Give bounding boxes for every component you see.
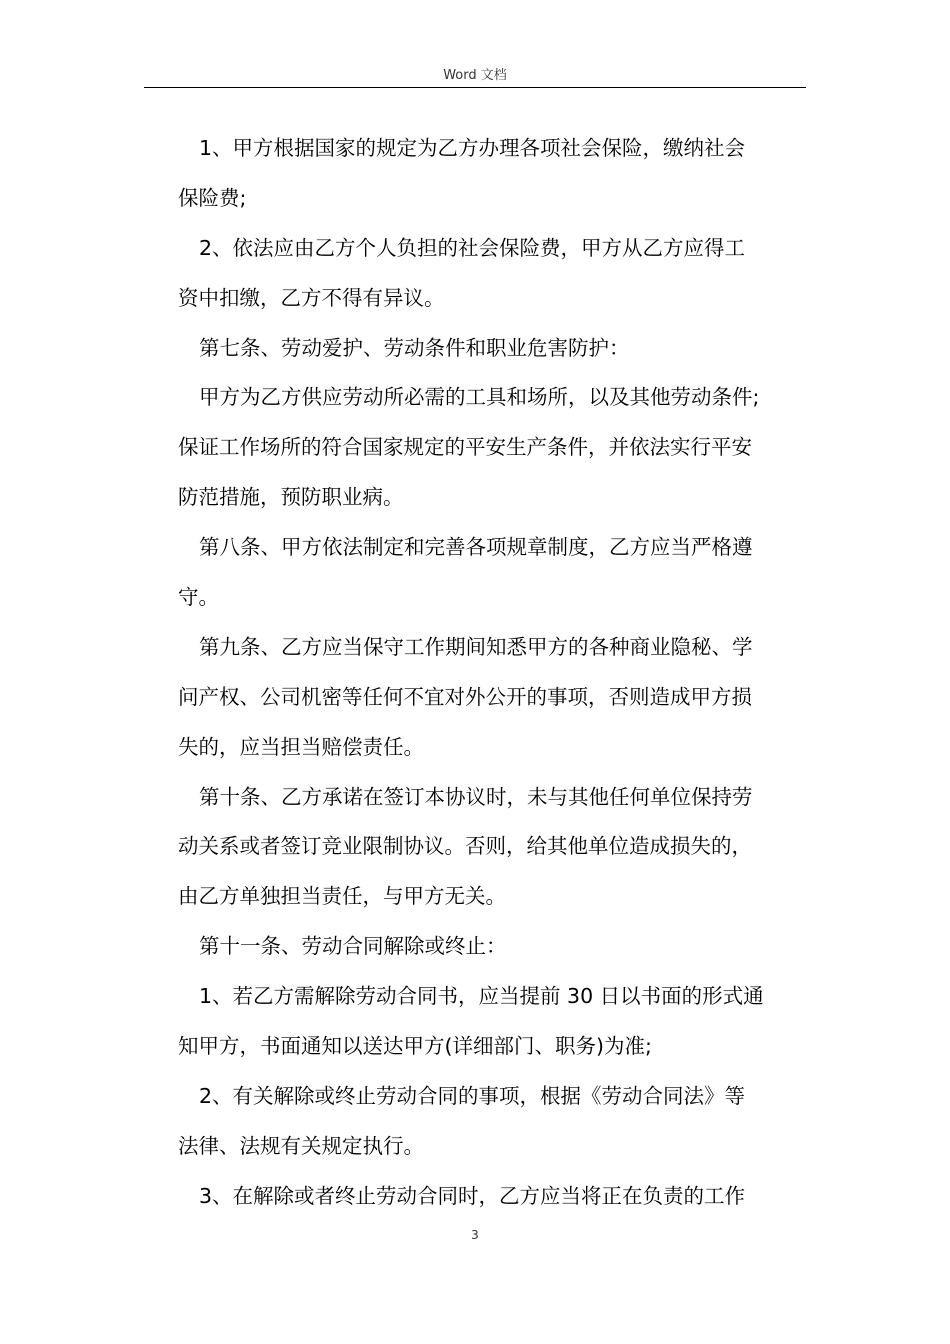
text-line: 守。	[178, 585, 219, 610]
text-line: 1、若乙方需解除劳动合同书，应当提前 30 日以书面的形式通	[199, 984, 764, 1009]
text-line: 第十一条、劳动合同解除或终止：	[199, 934, 507, 959]
page-header: Word 文档	[443, 68, 507, 83]
text-line: 保证工作场所的符合国家规定的平安生产条件，并依法实行平安	[178, 435, 752, 460]
text-line: 失的，应当担当赔偿责任。	[178, 734, 424, 759]
text-line: 防范措施，预防职业病。	[178, 485, 404, 510]
text-line: 法律、法规有关规定执行。	[178, 1133, 424, 1158]
text-line: 由乙方单独担当责任，与甲方无关。	[178, 884, 506, 909]
text-line: 保险费;	[178, 185, 247, 210]
document-body	[178, 124, 810, 1222]
text-line: 第七条、劳动爱护、劳动条件和职业危害防护：	[199, 335, 630, 360]
text-line: 资中扣缴，乙方不得有异议。	[178, 285, 445, 310]
text-line: 3、在解除或者终止劳动合同时，乙方应当将正在负责的工作	[199, 1183, 746, 1208]
text-line: 2、有关解除或终止劳动合同的事项，根据《劳动合同法》等	[199, 1083, 746, 1108]
text-line: 第九条、乙方应当保守工作期间知悉甲方的各种商业隐秘、学	[199, 634, 753, 659]
text-line: 动关系或者签订竞业限制协议。否则，给其他单位造成损失的，	[178, 834, 752, 859]
text-line: 第十条、乙方承诺在签订本协议时，未与其他任何单位保持劳	[199, 784, 753, 809]
text-line: 知甲方，书面通知以送达甲方(详细部门、职务)为准;	[178, 1034, 652, 1059]
text-line: 甲方为乙方供应劳动所必需的工具和场所，以及其他劳动条件;	[199, 385, 760, 410]
text-line: 问产权、公司机密等任何不宜对外公开的事项，否则造成甲方损	[178, 684, 752, 709]
text-line: 第八条、甲方依法制定和完善各项规章制度，乙方应当严格遵	[199, 535, 753, 560]
header-divider	[144, 87, 806, 88]
page-number: 3	[471, 1228, 479, 1242]
text-line: 2、依法应由乙方个人负担的社会保险费，甲方从乙方应得工	[199, 235, 746, 260]
text-line: 1、甲方根据国家的规定为乙方办理各项社会保险，缴纳社会	[199, 136, 746, 160]
